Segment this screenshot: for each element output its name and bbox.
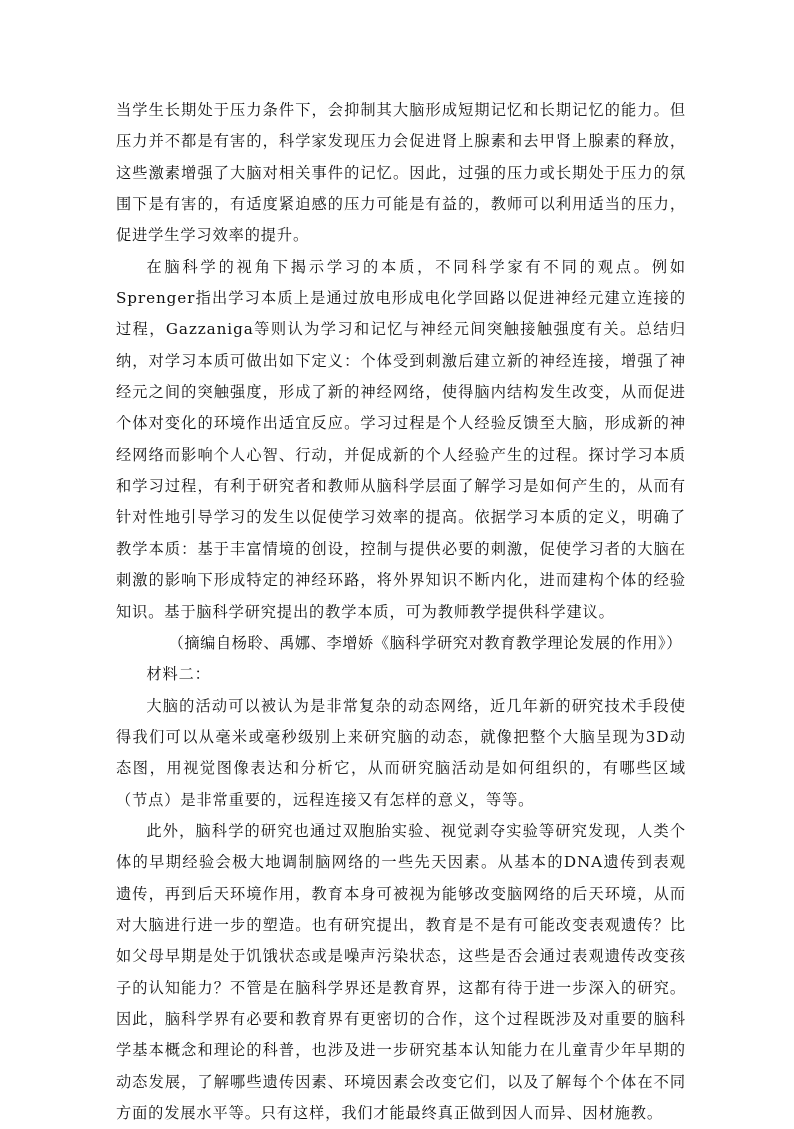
material-two-heading: 材料二： [146,665,211,684]
paragraph-brain-dynamics: 大脑的活动可以被认为是非常复杂的动态网络，近几年新的研究技术手段使得我们可以从毫米或毫秒级别上来研究脑的动态，就像把整个大脑呈现为3D动态图，用视觉图像表达和分析它，从而研究脑活动是如何组织的，有哪些区域（节点）是非常重要的，远程连接又有怎样的意义，等等。 [116,696,686,809]
paragraph-stress-memory: 当学生长期处于压力条件下，会抑制其大脑形成短期记忆和长期记忆的能力。但压力并不都是有害的，科学家发现压力会促进肾上腺素和去甲肾上腺素的释放，这些激素增强了大脑对相关事件的记忆。因此，过强的压力或长期处于压力的氛围下是有害的，有适度紧迫感的压力可能是有益的，教师可以利用适当的压力，促进学生学习效率的提升。 [116,101,686,245]
source-citation: （摘编自杨聆、禹娜、李增娇《脑科学研究对教育教学理论发展的作用》） [168,633,682,652]
document-page [116,95,686,1129]
paragraph-early-experience: 此外，脑科学的研究也通过双胞胎实验、视觉剥夺实验等研究发现，人类个体的早期经验会极大地调制脑网络的一些先天因素。从基本的DNA遗传到表观遗传，再到后天环境作用，教育本身可被视为能够改变脑网络的后天环境，从而对大脑进行进一步的塑造。也有研究提出，教育是不是有可能改变表观遗传？比如父母早期是处于饥饿状态或是噪声污染状态，这些是否会通过表观遗传改变孩子的认知能力？不管是在脑科学界还是教育界，这都有待于进一步深入的研究。因此，脑科学界有必要和教育界有更密切的合作，这个过程既涉及对重要的脑科学基本概念和理论的科普，也涉及进一步研究基本认知能力在儿童青少年早期的动态发展，了解哪些遗传因素、环境因素会改变它们，以及了解每个个体在不同方面的发展水平等。只有这样，我们才能最终真正做到因人而异、因材施教。 [116,821,686,1122]
paragraph-learning-essence: 在脑科学的视角下揭示学习的本质，不同科学家有不同的观点。例如Sprenger指出学习本质上是通过放电形成电化学回路以促进神经元建立连接的过程，Gazzaniga等则认为学习和记忆与神经元间突触接触强度有关。总结归纳，对学习本质可做出如下定义：个体受到刺激后建立新的神经连接，增强了神经元之间的突触强度，形成了新的神经网络，使得脑内结构发生改变，从而促进个体对变化的环境作出适宜反应。学习过程是个人经验反馈至大脑，形成新的神经网络而影响个人心智、行动，并促成新的个人经验产生的过程。探讨学习本质和学习过程，有利于研究者和教师从脑科学层面了解学习是如何产生的，从而有针对性地引导学习的发生以促使学习效率的提高。依据学习本质的定义，明确了教学本质：基于丰富情境的创设，控制与提供必要的刺激，促使学习者的大脑在刺激的影响下形成特定的神经环路，将外界知识不断内化，进而建构个体的经验知识。基于脑科学研究提出的教学本质，可为教师教学提供科学建议。 [116,257,686,621]
